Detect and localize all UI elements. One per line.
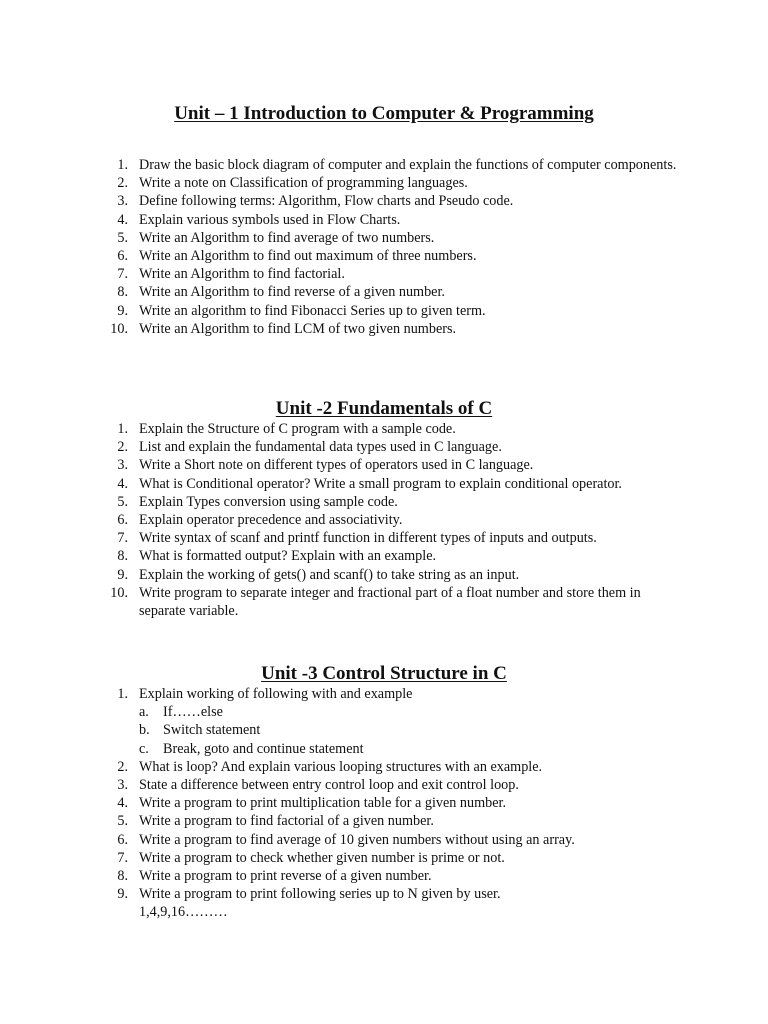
item-text: Explain working of following with and example (139, 686, 413, 702)
unit-2-section (0, 398, 768, 620)
list-item (0, 265, 768, 283)
list-item (0, 156, 768, 174)
item-number: 4. (117, 795, 128, 812)
list-item (0, 867, 768, 885)
item-number: 2. (117, 175, 128, 192)
item-number: 10. (110, 320, 128, 337)
item-text: Explain the working of gets() and scanf() to take string as an input. (139, 566, 520, 583)
list-item (0, 302, 768, 320)
item-text: Draw the basic block diagram of computer and explain the functions of computer components. (139, 157, 677, 173)
unit-1-title: Unit – 1 Introduction to Computer & Programming (174, 103, 594, 124)
sub-item-letter: b. (139, 722, 150, 739)
item-text: Write an algorithm to find Fibonacci Series up to given term. (139, 302, 486, 319)
list-item (0, 283, 768, 301)
list-item (0, 229, 768, 247)
item-text: Write a Short note on different types of operators used in C language. (139, 457, 534, 474)
item-text: List and explain the fundamental data types used in C language. (139, 439, 502, 456)
item-number: 1. (117, 157, 128, 173)
item-number: 10. (110, 584, 128, 601)
item-number: 7. (117, 849, 128, 866)
item-number: 3. (117, 193, 128, 210)
item-number: 5. (117, 813, 128, 830)
list-item (0, 247, 768, 265)
item-text: Define following terms: Algorithm, Flow charts and Pseudo code. (139, 193, 514, 210)
list-item (0, 794, 768, 812)
item-number: 9. (117, 302, 128, 319)
item-number: 8. (117, 284, 128, 301)
item-text: Write an Algorithm to find reverse of a given number. (139, 284, 445, 301)
item-text: Write a program to print following series up to N given by user. (139, 886, 501, 903)
sub-list-item (139, 703, 682, 721)
sub-item-text: Switch statement (163, 722, 261, 739)
sub-item-letter: a. (139, 704, 149, 721)
item-text: Explain operator precedence and associativity. (139, 512, 403, 529)
unit-1-question-list (0, 156, 768, 338)
item-number: 6. (117, 831, 128, 848)
item-number: 8. (117, 868, 128, 885)
sub-list (139, 703, 682, 758)
unit-2-question-list (0, 420, 768, 620)
list-item (0, 758, 768, 776)
list-item (0, 776, 768, 794)
unit-2-title: Unit -2 Fundamentals of C (275, 398, 493, 419)
list-item (0, 456, 768, 474)
list-item (0, 831, 768, 849)
item-text: Write a program to print multiplication table for a given number. (139, 795, 507, 812)
item-text: Write a program to find average of 10 given numbers without using an array. (139, 831, 575, 848)
item-text: Write an Algorithm to find average of two numbers. (139, 229, 435, 246)
item-text: Write syntax of scanf and printf function in different types of inputs and outputs. (139, 530, 597, 547)
item-text: Write a program to check whether given number is prime or not. (139, 849, 505, 866)
unit-3-section (0, 663, 768, 922)
item-number: 5. (117, 493, 128, 510)
item-text: Explain Types conversion using sample code. (139, 493, 398, 510)
sub-list-item (139, 740, 682, 758)
item-number: 9. (117, 566, 128, 583)
list-item (0, 174, 768, 192)
item-number: 2. (117, 439, 128, 456)
list-item (0, 192, 768, 210)
sub-item-text: Break, goto and continue statement (163, 740, 364, 757)
list-item (0, 812, 768, 830)
item-text: Write a program to find factorial of a given number. (139, 813, 434, 830)
sub-item-text: If……else (163, 704, 223, 721)
item-number: 6. (117, 512, 128, 529)
item-text: Write an Algorithm to find LCM of two given numbers. (139, 320, 457, 337)
list-item (0, 475, 768, 493)
item-number: 9. (117, 886, 128, 903)
list-item (0, 849, 768, 867)
unit-3-title: Unit -3 Control Structure in C (261, 663, 507, 684)
sub-list-item (139, 721, 682, 739)
series-example: 1,4,9,16……… (139, 904, 228, 921)
item-number: 4. (117, 475, 128, 492)
item-text: What is Conditional operator? Write a small program to explain conditional operator. (139, 475, 622, 492)
item-number: 7. (117, 266, 128, 283)
item-number: 8. (117, 548, 128, 565)
list-item (0, 511, 768, 529)
item-text: What is formatted output? Explain with an example. (139, 548, 437, 565)
list-item (0, 584, 768, 620)
list-item (0, 685, 768, 758)
item-number: 2. (117, 758, 128, 775)
item-number: 7. (117, 530, 128, 547)
unit-3-question-list (0, 685, 768, 922)
item-number: 3. (117, 457, 128, 474)
item-number: 3. (117, 777, 128, 794)
item-text: Explain the Structure of C program with a sample code. (139, 421, 456, 437)
item-text: Write an Algorithm to find out maximum of three numbers. (139, 248, 477, 265)
list-item (0, 885, 768, 921)
list-item (0, 438, 768, 456)
list-item (0, 211, 768, 229)
list-item (0, 420, 768, 438)
item-text: Write a note on Classification of programming languages. (139, 175, 468, 192)
item-text: State a difference between entry control loop and exit control loop. (139, 777, 519, 794)
item-text: Write program to separate integer and fractional part of a float number and store them in separate variable. (139, 584, 641, 620)
list-item (0, 493, 768, 511)
unit-1-section (0, 103, 768, 338)
list-item (0, 320, 768, 338)
item-text: Write a program to print reverse of a given number. (139, 868, 432, 885)
item-number: 5. (117, 229, 128, 246)
list-item (0, 566, 768, 584)
item-number: 1. (117, 421, 128, 437)
item-text: Explain various symbols used in Flow Charts. (139, 211, 401, 228)
item-text: What is loop? And explain various looping structures with an example. (139, 758, 543, 775)
item-number: 1. (117, 686, 128, 702)
list-item (0, 547, 768, 565)
list-item (0, 529, 768, 547)
item-number: 4. (117, 211, 128, 228)
item-text: Write an Algorithm to find factorial. (139, 266, 345, 283)
sub-item-letter: c. (139, 740, 149, 757)
item-number: 6. (117, 248, 128, 265)
